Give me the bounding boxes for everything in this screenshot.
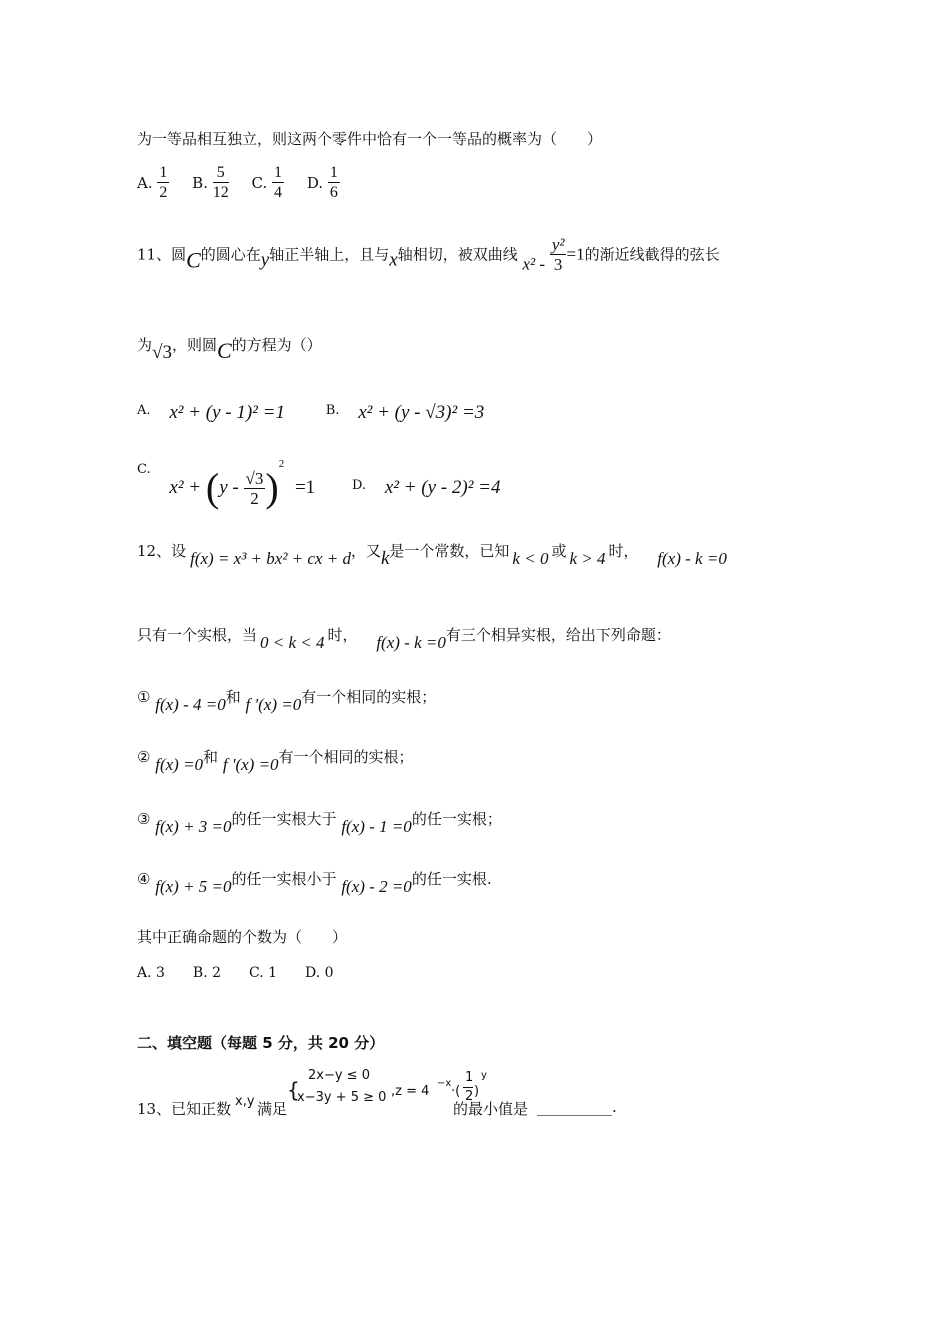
text: 轴正半轴上，且与: [269, 245, 390, 264]
fraction-denominator: 2: [465, 1089, 474, 1104]
left-paren: (: [205, 465, 220, 510]
fraction-bar: [463, 1087, 473, 1088]
equation-fx-minus-k: f(x) - k =0: [657, 549, 727, 568]
q12-line-1: [137, 540, 727, 570]
text: 有一个相同的实根；: [278, 748, 414, 766]
option-label-a: A.: [137, 403, 151, 418]
condition-0-lt-k-lt-4: 0 < k < 4: [260, 633, 325, 652]
q11-options-ab: [137, 400, 484, 424]
q11-number: 11、圆: [137, 245, 187, 264]
text: 只有一个实根，当: [137, 626, 258, 644]
option-label-d: D.: [351, 478, 367, 493]
q10-option-c: [251, 164, 289, 201]
text: 的任一实根.: [411, 870, 492, 888]
system-brace: {: [287, 1078, 300, 1102]
text: 的任一实根大于: [231, 810, 337, 828]
statement-4: [137, 868, 492, 897]
statement-equation: f(x) - 1 =0: [341, 817, 412, 836]
option-label-c: C.: [137, 462, 151, 477]
hyperbola-right: =1: [566, 244, 585, 264]
statement-equation: f '(x) =0: [222, 755, 279, 774]
fraction-denominator: 3: [553, 255, 563, 274]
text: 满足: [257, 1100, 288, 1118]
z-exponent: −x: [437, 1078, 452, 1089]
fraction-denominator: 12: [212, 184, 229, 201]
statement-3: [137, 808, 502, 837]
text: 为: [137, 336, 153, 354]
statement-2: [137, 746, 414, 775]
z-expression: ,z = 4: [391, 1084, 430, 1099]
text: 有三个相异实根，给出下列命题：: [445, 626, 671, 644]
q11-option-a: x² + (y - 1)² =1: [169, 402, 285, 423]
fraction-denominator: 2: [159, 184, 168, 201]
fraction-numerator: 1: [465, 1070, 474, 1085]
text: 时，: [608, 542, 639, 560]
text: 是一个常数，已知: [389, 542, 510, 560]
text: 的方程为（）: [231, 336, 322, 354]
statement-1: [137, 686, 436, 715]
sqrt-three: √3: [152, 342, 172, 363]
fraction-numerator: √3: [245, 468, 264, 488]
statement-marker: ①: [137, 688, 151, 706]
text: 的最小值是: [453, 1100, 529, 1118]
right-paren: ): [265, 465, 279, 510]
q13-vars: x,y: [235, 1094, 255, 1109]
option-label: A.: [137, 173, 153, 192]
exponent-two: 2: [278, 458, 285, 470]
var-c: C: [216, 338, 232, 363]
text: 的任一实根；: [411, 810, 502, 828]
q10-option-b: [192, 164, 233, 201]
fraction-numerator: 1: [329, 164, 338, 181]
statement-equation: f '(x) =0: [245, 695, 302, 714]
statement-equation: f(x) - 2 =0: [341, 877, 412, 896]
q11-option-c-right: =1: [294, 477, 316, 498]
q11-option-b: x² + (y - √3)² =3: [358, 402, 485, 423]
text: ，则圆: [171, 336, 217, 354]
statement-equation: f(x) =0: [155, 755, 204, 774]
hyperbola-left: x² -: [522, 254, 546, 274]
q11-option-d: x² + (y - 2)² =4: [384, 477, 501, 498]
q11-options-cd: [137, 458, 500, 511]
system-inequality-1: 2x−y ≤ 0: [308, 1068, 370, 1083]
q12-options: A. 3 B. 2 C. 1 D. 0: [137, 965, 334, 981]
fraction-denominator: 6: [329, 184, 338, 201]
fraction-numerator: 1: [274, 164, 283, 181]
condition-k-lt-0: k < 0: [512, 549, 549, 568]
system-inequality-2: x−3y + 5 ≥ 0: [297, 1090, 387, 1105]
z-exponent-y: y: [481, 1070, 487, 1081]
q10-option-d: [306, 164, 340, 201]
text: 和: [203, 748, 219, 766]
statement-equation: f(x) + 5 =0: [155, 877, 232, 896]
q12-number: 12、设: [137, 542, 187, 560]
answer-blank[interactable]: __________.: [537, 1098, 617, 1116]
statement-equation: f(x) - 4 =0: [155, 695, 226, 714]
q11-option-c-y: y -: [219, 477, 239, 498]
z-dot: ·(: [451, 1084, 461, 1099]
q11-option-c-left: x² +: [169, 477, 202, 498]
text: ，又: [350, 542, 381, 560]
text: 或: [551, 542, 567, 560]
q12-ask: 其中正确命题的个数为（ ）: [137, 928, 348, 946]
fraction-numerator: 5: [213, 164, 229, 183]
q13-number: 13、已知正数: [137, 1100, 232, 1118]
text: 和: [225, 688, 241, 706]
var-k: k: [380, 548, 390, 569]
q10-question-text: 为一等品相互独立，则这两个零件中恰有一个一等品的概率为（ ）: [137, 130, 603, 148]
section-heading: 二、填空题（每题 5 分，共 20 分）: [137, 1034, 385, 1052]
option-label-b: B.: [325, 403, 340, 418]
text: 轴相切，被双曲线: [397, 245, 518, 264]
text: 的圆心在: [200, 245, 261, 264]
fraction-denominator: 2: [250, 488, 259, 508]
text: 有一个相同的实根；: [301, 688, 437, 706]
q12-line-2: [137, 624, 671, 653]
equation-fx-minus-k: f(x) - k =0: [376, 633, 446, 652]
fraction-numerator: 1: [159, 164, 168, 181]
q12-function: f(x) = x³ + bx² + cx + d: [190, 549, 351, 568]
var-y: y: [260, 249, 270, 271]
z-close: ): [474, 1084, 480, 1099]
option-label: D.: [306, 173, 324, 192]
statement-marker: ③: [137, 810, 151, 828]
text: 时，: [327, 626, 358, 644]
q11-line-2: [137, 334, 322, 364]
text: 的渐近线截得的弦长: [584, 245, 720, 264]
fraction-numerator: y²: [551, 235, 565, 254]
statement-marker: ②: [137, 748, 151, 766]
condition-k-gt-4: k > 4: [569, 549, 606, 568]
var-c: C: [186, 247, 201, 273]
q11-line-1: [137, 236, 720, 275]
option-label: B.: [192, 173, 208, 192]
var-x: x: [389, 249, 398, 271]
option-label: C.: [251, 173, 268, 192]
text: 的任一实根小于: [231, 870, 337, 888]
fraction-denominator: 4: [274, 184, 283, 201]
statement-marker: ④: [137, 870, 151, 888]
q10-option-a: [137, 164, 174, 201]
statement-equation: f(x) + 3 =0: [155, 817, 232, 836]
q10-options: [137, 164, 358, 203]
